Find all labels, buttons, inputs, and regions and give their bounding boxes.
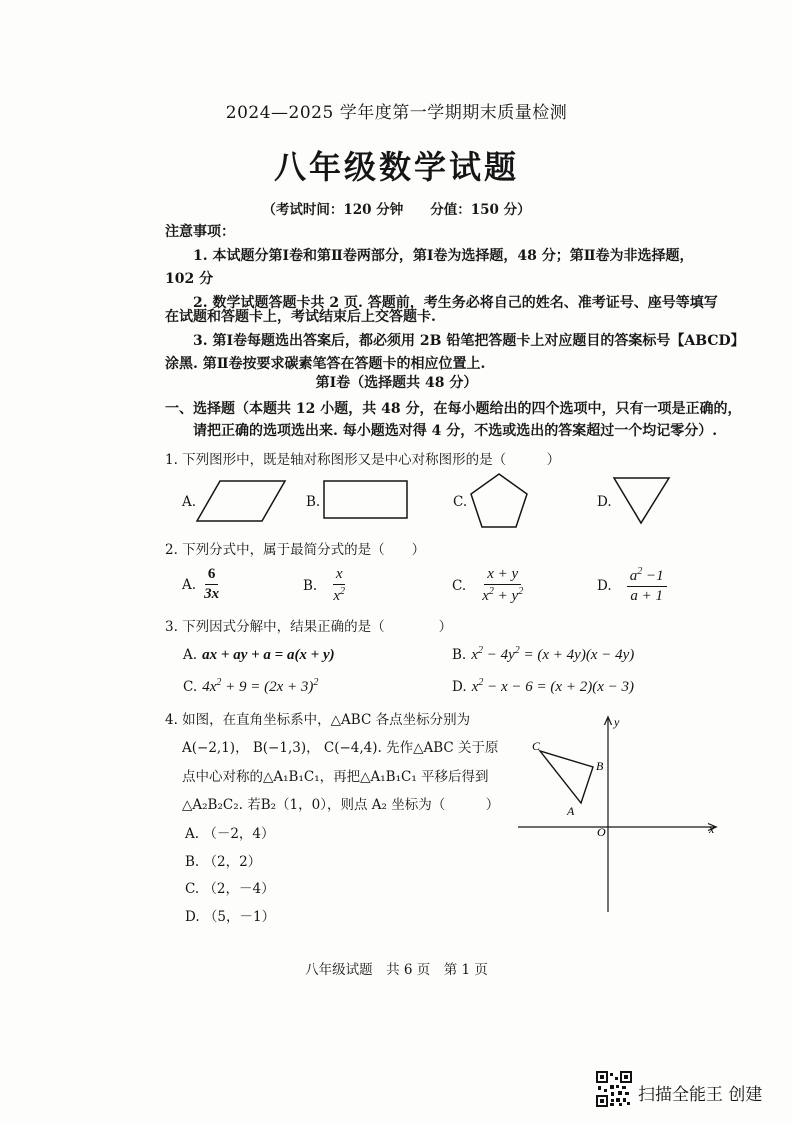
- q2-d-num-exp: 2: [637, 566, 643, 577]
- q3-b-part-3: = (x + 4y)(x − 4y): [519, 647, 635, 663]
- q3-option-a: [183, 644, 335, 664]
- q3-option-a-expr: ax + ay + a = a(x + y): [202, 647, 335, 663]
- section-instruction-line-1: 一、选择题（本题共 12 小题，共 48 分，在每小题给出的四个选项中，只有一项是正确的，: [165, 401, 742, 417]
- q1-option-d-label: D.: [597, 494, 612, 510]
- school-year-heading: 2024—2025 学年度第一学期期末质量检测: [225, 103, 568, 123]
- q2-d-numerator: [627, 566, 667, 587]
- q3-option-c: [183, 676, 318, 696]
- note-1-line-1: 1. 本试题分第Ⅰ卷和第Ⅱ卷两部分，第Ⅰ卷为选择题，48 分；第Ⅱ卷为非选择题，: [193, 248, 694, 264]
- q2-c-denominator: [479, 585, 526, 605]
- note-1-line-2: 102 分: [165, 271, 214, 287]
- q2-d-denominator: a + 1: [630, 588, 663, 604]
- note-2-line-2: 在试题和答题卡上，考试结束后上交答题卡.: [165, 309, 436, 325]
- q4-line-4: △A₂B₂C₂. 若B₂（1，0），则点 A₂ 坐标为（ ）: [182, 797, 500, 813]
- rectangle-shape: [324, 481, 407, 518]
- point-b-label: B: [596, 759, 604, 773]
- q2-c-den-part-1: x: [482, 588, 489, 604]
- q3-b-part-1: x: [471, 647, 478, 663]
- q3-b-exp-1: 2: [477, 645, 483, 656]
- note-2-line-1: 2. 数学试题答题卡共 2 页. 答题前，考生务必将自己的姓名、准考证号、座号等填写: [193, 295, 718, 311]
- inverted-triangle-shape: [614, 478, 669, 523]
- y-axis-label: y: [614, 715, 620, 729]
- q3-stem: 3. 下列因式分解中，结果正确的是（ ）: [165, 619, 453, 635]
- q2-d-num-part-1: a: [629, 568, 638, 584]
- q3-d-part-2: − x − 6 = (x + 2)(x − 3): [483, 679, 634, 695]
- q3-option-b-expr: [471, 647, 634, 663]
- q3-option-a-label: A.: [183, 647, 198, 663]
- q3-c-exp-2: 2: [313, 677, 319, 688]
- q3-d-exp-1: 2: [478, 677, 484, 688]
- q2-option-c-label: C.: [452, 578, 467, 594]
- q2-option-b-fraction: [330, 566, 348, 605]
- q3-b-part-2: − 4y: [482, 647, 515, 663]
- q3-option-c-expr: [202, 679, 318, 695]
- triangle-abc: [540, 751, 593, 803]
- q1-option-a-label: A.: [182, 494, 197, 510]
- q3-option-d-expr: [472, 679, 634, 695]
- q4-line-3: 点中心对称的△A₁B₁C₁，再把△A₁B₁C₁ 平移后得到: [182, 769, 489, 785]
- q2-c-den-exp-2: 2: [518, 586, 524, 597]
- q2-a-denominator: 3x: [204, 586, 220, 602]
- note-3-line-1: 3. 第Ⅰ卷每题选出答案后，都必须用 2B 铅笔把答题卡上对应题目的答案标号【ABCD】: [193, 333, 745, 349]
- q4-option-c: C. （2，－4）: [185, 881, 275, 897]
- q4-coordinate-figure: [510, 712, 720, 917]
- q4-line-1: 4. 如图，在直角坐标系中，△ABC 各点坐标分别为: [165, 712, 471, 728]
- q2-option-d-fraction: [627, 566, 667, 605]
- q2-option-d: [597, 566, 667, 605]
- q2-stem: 2. 下列分式中，属于最简分式的是（ ）: [165, 542, 426, 558]
- q3-c-part-2: + 9 = (2x + 3): [221, 679, 314, 695]
- q2-option-c: [452, 566, 526, 605]
- q2-option-b: [303, 566, 348, 605]
- parallelogram-shape: [197, 481, 285, 521]
- q2-c-den-part-2: + y: [493, 588, 519, 604]
- q2-option-b-label: B.: [303, 578, 318, 594]
- qr-code-icon: [596, 1071, 632, 1107]
- origin-label: O: [597, 825, 606, 839]
- q3-option-b: [452, 644, 634, 664]
- q2-c-den-exp-1: 2: [488, 586, 494, 597]
- point-a-label: A: [567, 804, 575, 818]
- notes-heading: 注意事项：: [165, 224, 235, 240]
- q2-option-d-label: D.: [597, 578, 612, 594]
- q3-option-d: [452, 676, 634, 696]
- q3-d-part-1: x: [471, 679, 479, 695]
- q2-option-a-fraction: [201, 566, 222, 603]
- x-axis-label: x: [709, 822, 715, 836]
- note-3-line-2: 涂黑. 第Ⅱ卷按要求碳素笔答在答题卡的相应位置上.: [165, 356, 486, 372]
- q3-c-exp-1: 2: [216, 677, 222, 688]
- q2-b-numerator: x: [333, 566, 346, 585]
- q2-option-c-fraction: [479, 566, 526, 605]
- section-heading: 第Ⅰ卷（选择题共 48 分）: [315, 375, 478, 391]
- section-instruction-line-2: 请把正确的选项选出来. 每小题选对得 4 分，不选或选出的答案超过一个均记零分）.: [193, 423, 718, 439]
- q4-option-a: A. （－2，4）: [185, 826, 275, 842]
- page-footer: 八年级试题 共 6 页 第 1 页: [305, 962, 488, 978]
- scanner-watermark: 扫描全能王 创建: [638, 1085, 763, 1105]
- q3-b-exp-2: 2: [514, 645, 520, 656]
- q4-option-b: B. （2，2）: [185, 854, 262, 870]
- q4-line-2: A(−2,1)， B(−1,3)， C(−4,4). 先作△ABC 关于原: [182, 740, 499, 756]
- q1-option-b-label: B.: [306, 494, 321, 510]
- q2-option-a-label: A.: [182, 577, 197, 593]
- q2-d-num-part-2: −1: [642, 568, 664, 584]
- q2-b-den-base: x: [333, 588, 340, 604]
- q3-c-part-1: 4x: [202, 679, 217, 695]
- page-title: 八年级数学试题: [273, 148, 519, 186]
- q2-b-denominator: [330, 585, 348, 605]
- q3-option-b-label: B.: [452, 647, 467, 663]
- q4-option-d: D. （5，－1）: [185, 909, 276, 925]
- pentagon-shape: [471, 474, 527, 527]
- q2-b-den-exp: 2: [339, 586, 345, 597]
- q2-a-numerator: 6: [205, 566, 219, 585]
- q2-option-a: [182, 566, 222, 603]
- q1-stem: 1. 下列图形中，既是轴对称图形又是中心对称图形的是（ ）: [165, 452, 561, 468]
- q2-c-numerator: x + y: [484, 566, 521, 585]
- q3-option-c-label: C.: [183, 679, 198, 695]
- q1-option-c-label: C.: [453, 494, 468, 510]
- q3-option-d-label: D.: [452, 679, 467, 695]
- exam-info: （考试时间：120 分钟 分值：150 分）: [262, 202, 531, 218]
- point-c-label: C: [532, 739, 541, 753]
